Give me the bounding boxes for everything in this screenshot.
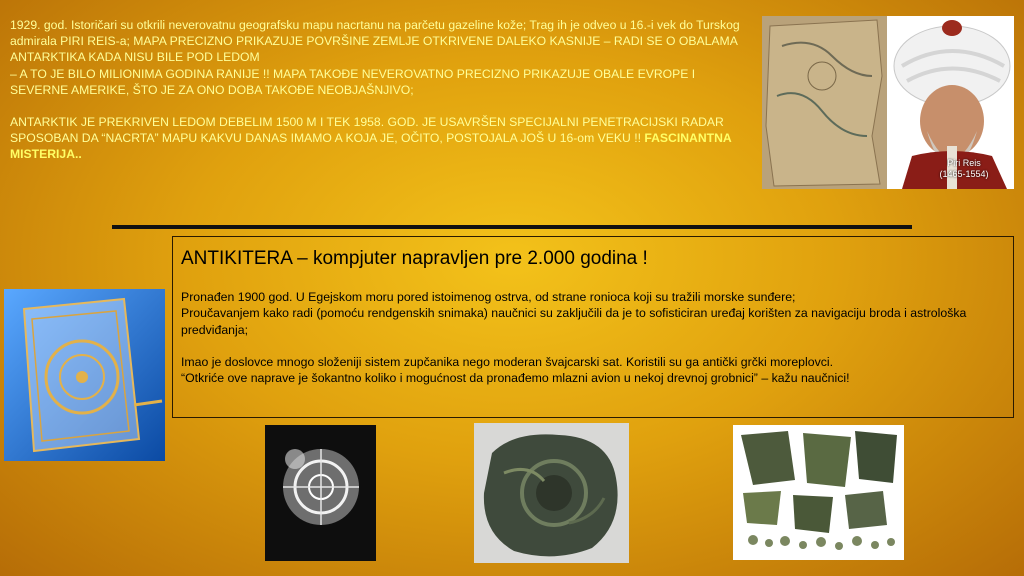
intro-text-2: – A TO JE BILO MILIONIMA GODINA RANIJE !! MAPA TAKOĐE NEVEROVATNO PRECIZNO PRIKAZUJE OBALE EVROPE I SEVERNE AMERIKE, ŠTO JE ZA ONO DOBA TAKOĐE NEOBJAŠNJIVO; [10, 66, 696, 97]
piri-reis-map-and-portrait-image [762, 16, 1014, 189]
antikythera-xray-image [265, 425, 376, 561]
intro-paragraph [10, 17, 745, 98]
fascinating-mystery-text: FASCINANTNA MISTERIJA.. [10, 131, 732, 162]
antikythera-gears-text: Imao je doslovce mnogo složeniji sistem zupčanika nego moderan švajcarski sat. Koristili su ga antički grčki moreplovci. [181, 354, 834, 369]
intro-text-1: 1929. god. Istoričari su otkrili neverovatnu geografsku mapu nacrtanu na parčetu gazeline kože; Trag ih je odveo u 16.-i vek do Turskog admirala PIRI REIS-a; MAPA PRECIZNO PRIKAZUJE POVRŠINE ZEMLJE OTKRIVENE DALEKO KASNIJE – RADI SE O OBALAMA ANTARKTIKA KADA NISU BILE POD LEDOM [10, 18, 740, 65]
antikythera-study-text: Proučavanjem kako radi (pomoću rendgenskih snimaka) naučnici su zaključili da je to sofisticiran uređaj korišten za navigaciju broda i astrološka predviđanja; [181, 306, 967, 337]
caption-years: (1465-1554) [939, 169, 989, 179]
antikythera-quote-text: “Otkriće ove naprave je šokantno koliko i mogućnost da pronađemo mlazni avion u nekoj drevnoj grobnici” – kažu naučnici! [181, 371, 850, 386]
antikythera-model-image [4, 289, 165, 461]
antarctic-paragraph [10, 114, 745, 163]
piri-reis-caption [924, 158, 1004, 180]
antikythera-fragments-image [733, 425, 904, 560]
antikythera-found-text: Pronađen 1900 god. U Egejskom moru pored istoimenog ostrva, od strane ronioca koji su tražili morske sunđere; [181, 290, 796, 304]
antikythera-bronze-fragment-image [474, 423, 629, 563]
section-divider [112, 225, 912, 229]
antikythera-text-box [172, 236, 1014, 418]
piri-reis-text [10, 17, 745, 163]
antikythera-title: ANTIKITERA – kompjuter napravljen pre 2.000 godina ! [181, 248, 648, 269]
antarctic-text: ANTARKTIK JE PREKRIVEN LEDOM DEBELIM 1500 M I TEK 1958. GOD. JE USAVRŠEN SPECIJALNI PENETRACIJSKI RADAR SPOSOBAN DA “NACRTA” MAPU KAKVU DANAS IMAMO A KOJA JE, OČITO, POSTOJALA JOŠ U 16-om VEKU !! [10, 115, 724, 146]
caption-name: Piri Reis [947, 158, 981, 168]
